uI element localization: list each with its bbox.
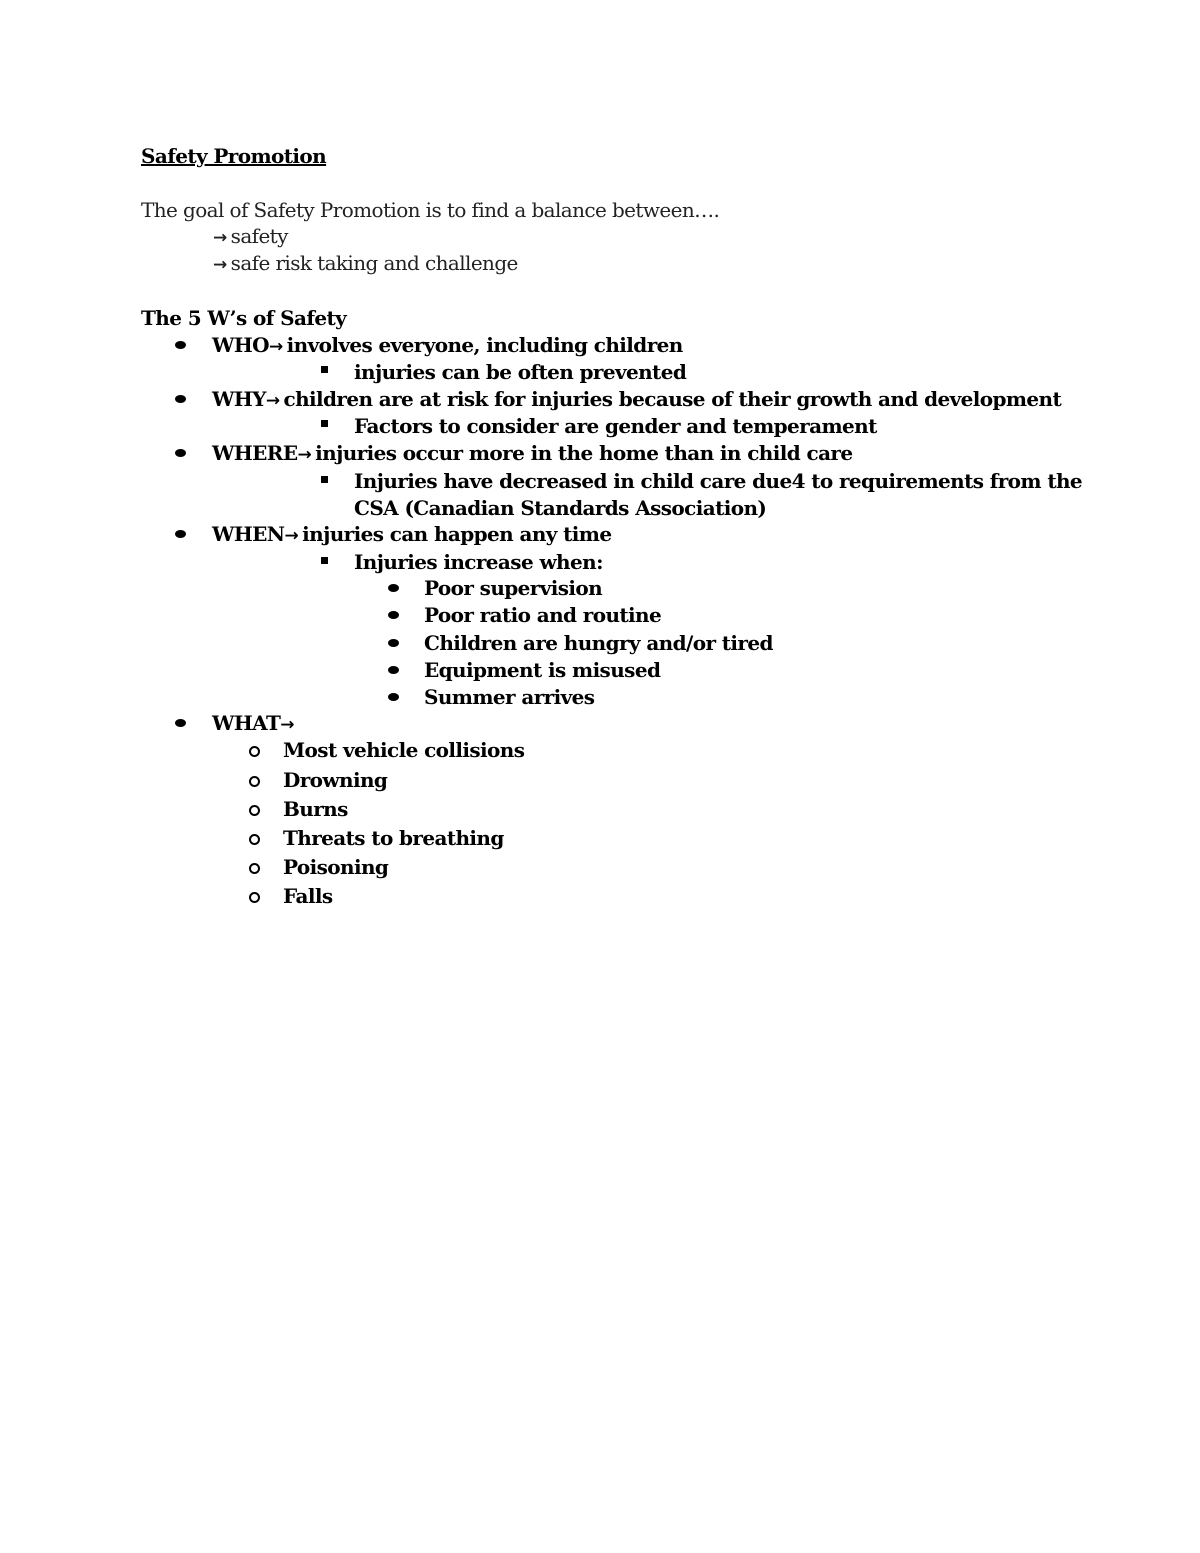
arrow-icon: → [213,228,227,248]
who-text: involves everyone, including children [286,333,683,357]
bullet-icon [388,666,399,674]
when-factor: Summer arrives [424,685,595,709]
what-item: Threats to breathing [283,826,504,850]
bullet-icon [388,611,399,619]
square-bullet-icon [321,557,328,564]
arrow-icon: → [265,391,280,411]
when-factor: Poor ratio and routine [424,603,662,627]
list-item-where [212,440,853,469]
when-sub-item: Injuries increase when: [354,550,603,574]
list-item-when [212,521,611,550]
when-factor: Equipment is misused [424,658,661,682]
why-text: children are at risk for injuries because of their growth and development [283,387,1062,411]
bullet-icon [175,449,186,457]
bullet-icon [388,584,399,592]
arrow-icon: → [297,445,312,465]
why-sub-item: Factors to consider are gender and temperament [354,414,877,438]
hollow-bullet-icon [249,805,260,816]
when-label: WHEN [212,522,285,546]
intro-paragraph: The goal of Safety Promotion is to find a balance between…. [141,198,720,222]
bullet-icon [175,395,186,403]
balance-item [213,223,288,252]
why-label: WHY [212,387,266,411]
square-bullet-icon [321,420,328,427]
arrow-icon: → [280,715,294,735]
list-item-what [212,710,298,739]
when-text: injuries can happen any time [302,522,612,546]
section-heading: The 5 W’s of Safety [141,306,347,330]
square-bullet-icon [321,476,328,483]
when-factor: Children are hungry and/or tired [424,631,773,655]
arrow-icon: → [268,337,283,357]
hollow-bullet-icon [249,776,260,787]
list-item-who [212,332,683,361]
bullet-icon [175,530,186,538]
balance-item-text: safety [230,224,288,248]
where-sub-line-1: Injuries have decreased in child care due4 to requirements from the [354,469,1083,493]
arrow-icon: → [284,526,299,546]
where-label: WHERE [212,441,298,465]
who-label: WHO [212,333,269,357]
document-title: Safety Promotion [141,144,327,168]
arrow-icon: → [213,255,227,275]
where-text: injuries occur more in the home than in child care [315,441,853,465]
what-item: Falls [283,884,333,908]
list-item-why [212,386,1061,415]
what-item: Drowning [283,768,388,792]
what-label: WHAT [212,711,281,735]
hollow-bullet-icon [249,746,260,757]
square-bullet-icon [321,366,328,373]
what-item: Poisoning [283,855,389,879]
hollow-bullet-icon [249,863,260,874]
hollow-bullet-icon [249,834,260,845]
bullet-icon [175,719,186,727]
where-sub-line-2: CSA (Canadian Standards Association) [354,496,767,520]
balance-item-text: safe risk taking and challenge [230,251,518,275]
what-item: Most vehicle collisions [283,738,525,762]
who-sub-item: injuries can be often prevented [354,360,687,384]
hollow-bullet-icon [249,892,260,903]
bullet-icon [388,639,399,647]
bullet-icon [388,693,399,701]
balance-item [213,250,518,279]
what-item: Burns [283,797,348,821]
bullet-icon [175,341,186,349]
when-factor: Poor supervision [424,576,603,600]
